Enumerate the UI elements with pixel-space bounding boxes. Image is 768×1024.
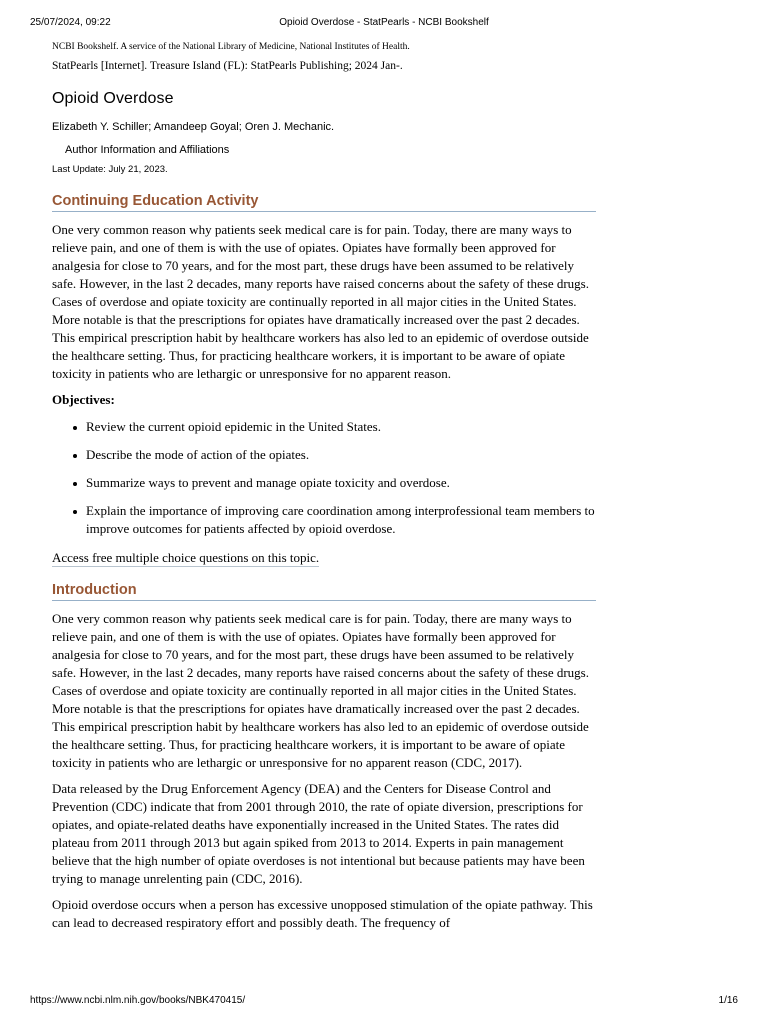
introduction-paragraph: One very common reason why patients seek medical care is for pain. Today, there are many ways to relieve pain, and one of them is with the use of opiates. Opiates have formally been approved for analgesia for close to 70 years, and for the most part, these drugs have been assumed to be relatively safe. However, in the last 2 decades, many reports have raised concerns about the safety of these drugs. Cases of overdose and opiate toxicity are continually reported in all major cities in the United States. More notable is that the prescriptions for opiates have dramatically increased over the past 2 decades. This empirical prescription habit by healthcare workers has also led to an epidemic of overdose outside the healthcare setting. Thus, for practicing healthcare workers, it is important to be aware of opiate toxicity in patients who are lethargic or unresponsive for no apparent reason (CDC, 2017). bbox=[52, 611, 589, 770]
page-url: https://www.ncbi.nlm.nih.gov/books/NBK470415/ bbox=[30, 995, 246, 1006]
page-title: Opioid Overdose bbox=[52, 90, 174, 107]
objective-item: Summarize ways to prevent and manage opiate toxicity and overdose. bbox=[86, 474, 596, 492]
print-footer bbox=[30, 994, 738, 1008]
print-page-title: Opioid Overdose - StatPearls - NCBI Bookshelf bbox=[279, 17, 489, 28]
objectives-label: Objectives: bbox=[52, 392, 115, 407]
print-datetime: 25/07/2024, 09:22 bbox=[30, 17, 111, 28]
continuing-education-paragraph: One very common reason why patients seek medical care is for pain. Today, there are many ways to relieve pain, and one of them is with the use of opiates. Opiates have formally been approved for analgesia for close to 70 years, and for the most part, these drugs have been assumed to be relatively safe. However, in the last 2 decades, many reports have raised concerns about the safety of these drugs. Cases of overdose and opiate toxicity are continually reported in all major cities in the United States. More notable is that the prescriptions for opiates have dramatically increased over the past 2 decades. This empirical prescription habit by healthcare workers has also led to an epidemic of overdose outside the healthcare setting. Thus, for practicing healthcare workers, it is important to be aware of opiate toxicity in patients who are lethargic or unresponsive for no apparent reason. bbox=[52, 222, 589, 381]
author-list: Elizabeth Y. Schiller; Amandeep Goyal; Oren J. Mechanic. bbox=[52, 121, 335, 133]
objectives-list bbox=[52, 418, 596, 538]
book-citation: StatPearls [Internet]. Treasure Island (FL): StatPearls Publishing; 2024 Jan-. bbox=[52, 60, 403, 72]
page-number: 1/16 bbox=[718, 995, 738, 1006]
author-affiliations-link[interactable]: Author Information and Affiliations bbox=[65, 144, 230, 156]
objective-item: Describe the mode of action of the opiates. bbox=[86, 446, 596, 464]
bookshelf-notice: NCBI Bookshelf. A service of the National Library of Medicine, National Institutes of Health. bbox=[52, 42, 410, 52]
introduction-heading: Introduction bbox=[52, 581, 596, 601]
introduction-paragraph: Data released by the Drug Enforcement Agency (DEA) and the Centers for Disease Control and Prevention (CDC) indicate that from 2001 through 2010, the rate of opiate diversion, prescriptions for opiates, and opiate-related deaths have exponentially increased in the United States. The rates did plateau from 2011 through 2013 but again spiked from 2013 to 2014. Experts in pain management believe that the high number of opiate overdoses is not intentional but because patients may have been trying to manage unrelenting pain (CDC, 2016). bbox=[52, 781, 585, 886]
introduction-paragraph: Opioid overdose occurs when a person has excessive unopposed stimulation of the opiate pathway. This can lead to decreased respiratory effort and possibly death. The frequency of bbox=[52, 897, 593, 930]
article-content bbox=[52, 40, 596, 932]
print-header bbox=[30, 16, 738, 30]
objective-item: Review the current opioid epidemic in the United States. bbox=[86, 418, 596, 436]
last-update-date: Last Update: July 21, 2023. bbox=[52, 164, 168, 175]
continuing-education-heading: Continuing Education Activity bbox=[52, 192, 596, 212]
access-questions-link[interactable]: Access free multiple choice questions on this topic. bbox=[52, 550, 320, 565]
objective-item: Explain the importance of improving care coordination among interprofessional team members to improve outcomes for patients affected by opioid overdose. bbox=[86, 503, 595, 536]
